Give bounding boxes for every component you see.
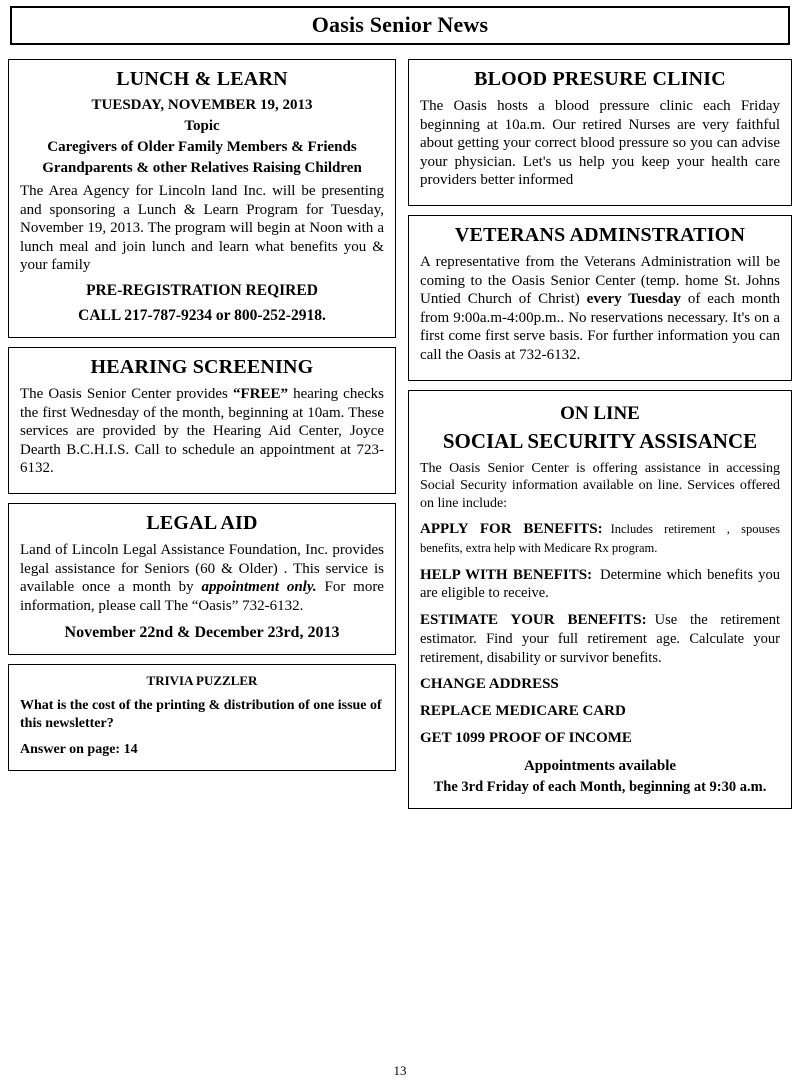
social-security-title-online: ON LINE [560,402,640,424]
veterans-every-tuesday: every Tuesday [586,291,682,308]
legal-aid-body-pre: Land of Lincoln Legal Assistance Foundation, Inc. provides legal assistance for Seniors (60 & Older) . This service is available once a month by [20,541,384,596]
ss-item-help [420,566,780,604]
ss-item-estimate-label: ESTIMATE YOUR BENEFITS: [419,612,647,629]
lunch-learn-topic-line2: Grandparents & other Relatives Raising Children [42,160,362,176]
hearing-screening-body [20,385,384,478]
hearing-body-pre: The Oasis Senior Center provides [20,385,233,402]
ss-item-estimate [420,611,780,667]
legal-aid-body-post: For more information, please call The “Oasis” 732-6132. [20,579,384,614]
ss-appointments-line: Appointments available [523,757,677,774]
trivia-title: TRIVIA PUZZLER [146,673,258,689]
lunch-learn-box [8,59,396,338]
page-number: 13 [393,1063,407,1078]
blood-pressure-title: BLOOD PRESURE CLINIC [474,68,726,90]
ss-item-replace-medicare [420,702,780,721]
social-security-title-main: SOCIAL SECURITY ASSISANCE [442,428,758,453]
trivia-question: What is the cost of the printing & distribution of one issue of this newsletter? [20,698,382,731]
hearing-body-post: hearing checks the first Wednesday of the month, beginning at 10am. These services are provided by the Hearing Aid Center, Joyce Dearth B.C.H.I.S. Call to schedule an appointment at 723-6132. [20,385,384,477]
ss-item-help-label: HELP WITH BENEFITS: [419,566,593,583]
ss-schedule-line: The 3rd Friday of each Month, beginning at 9:30 a.m. [433,778,767,795]
veterans-box [408,215,792,381]
social-security-intro: The Oasis Senior Center is offering assistance in accessing Social Security information available on line. Services offered on line include: [419,460,780,511]
hearing-screening-box [8,347,396,494]
masthead [10,6,790,45]
ss-item-help-desc: Determine which benefits you are eligible to receive. [419,566,780,602]
lunch-learn-topic-label: Topic [184,118,220,134]
ss-item-1099-label: GET 1099 PROOF OF INCOME [419,729,632,746]
hearing-body-free: “FREE” [232,385,288,402]
legal-aid-body [20,541,384,615]
lunch-learn-call-line: CALL 217-787-9234 or 800-252-2918. [78,306,326,324]
ss-item-change-address-label: CHANGE ADDRESS [419,676,559,693]
veterans-body-post: of each month from 9:00a.m-4:00p.m.. No reservations necessary. It's on a first come first serve basis. For further information you can call the Oasis at 732-6132. [419,291,780,363]
trivia-answer-line: Answer on page: 14 [20,742,138,758]
blood-pressure-box [408,59,792,206]
legal-aid-dates: November 22nd & December 23rd, 2013 [64,624,340,642]
newsletter-title: Oasis Senior News [311,12,489,37]
social-security-box [408,390,792,809]
lunch-learn-date: TUESDAY, NOVEMBER 19, 2013 [91,97,313,113]
veterans-body-pre: A representative from the Veterans Administration will be coming to the Oasis Senior Center (temp. home St. Johns Untied Church of Christ) [419,253,780,308]
ss-item-apply [420,520,780,558]
veterans-body [420,253,780,365]
veterans-title: VETERANS ADMINSTRATION [454,223,746,246]
right-column [408,59,792,818]
ss-item-apply-desc: Includes retirement , spouses benefits, extra help with Medicare Rx program. [419,522,780,555]
ss-item-replace-medicare-label: REPLACE MEDICARE CARD [419,703,626,720]
trivia-puzzler-box [8,664,396,771]
ss-item-apply-label: APPLY FOR BENEFITS: [419,521,603,538]
lunch-learn-body: The Area Agency for Lincoln land Inc. will be presenting and sponsoring a Lunch & Learn Program for Tuesday, November 19, 2013. The program will begin at Noon with a lunch meal and join lunch and learn what benefits you & your family [20,183,384,274]
legal-aid-appointment-only: appointment only. [201,579,317,596]
content-columns [0,59,800,818]
left-column [8,59,396,780]
legal-aid-title: LEGAL AID [146,511,258,534]
lunch-learn-topic-line1: Caregivers of Older Family Members & Friends [47,139,357,155]
blood-pressure-body: The Oasis hosts a blood pressure clinic each Friday beginning at 10a.m. Our retired Nurses are very faithful about getting your correct blood pressure so you can advise your physician. Let's us help you keep your health care providers better informed [419,98,780,189]
hearing-screening-title: HEARING SCREENING [90,355,314,378]
lunch-learn-title: LUNCH & LEARN [116,68,288,90]
lunch-learn-preregistration: PRE-REGISTRATION REQIRED [86,281,318,299]
ss-item-change-address [420,675,780,694]
legal-aid-box [8,503,396,655]
ss-item-estimate-desc: Use the retirement estimator. Find your full retirement age. Calculate your retirement, disability or survivor benefits. [419,612,781,666]
ss-item-1099 [420,729,780,748]
